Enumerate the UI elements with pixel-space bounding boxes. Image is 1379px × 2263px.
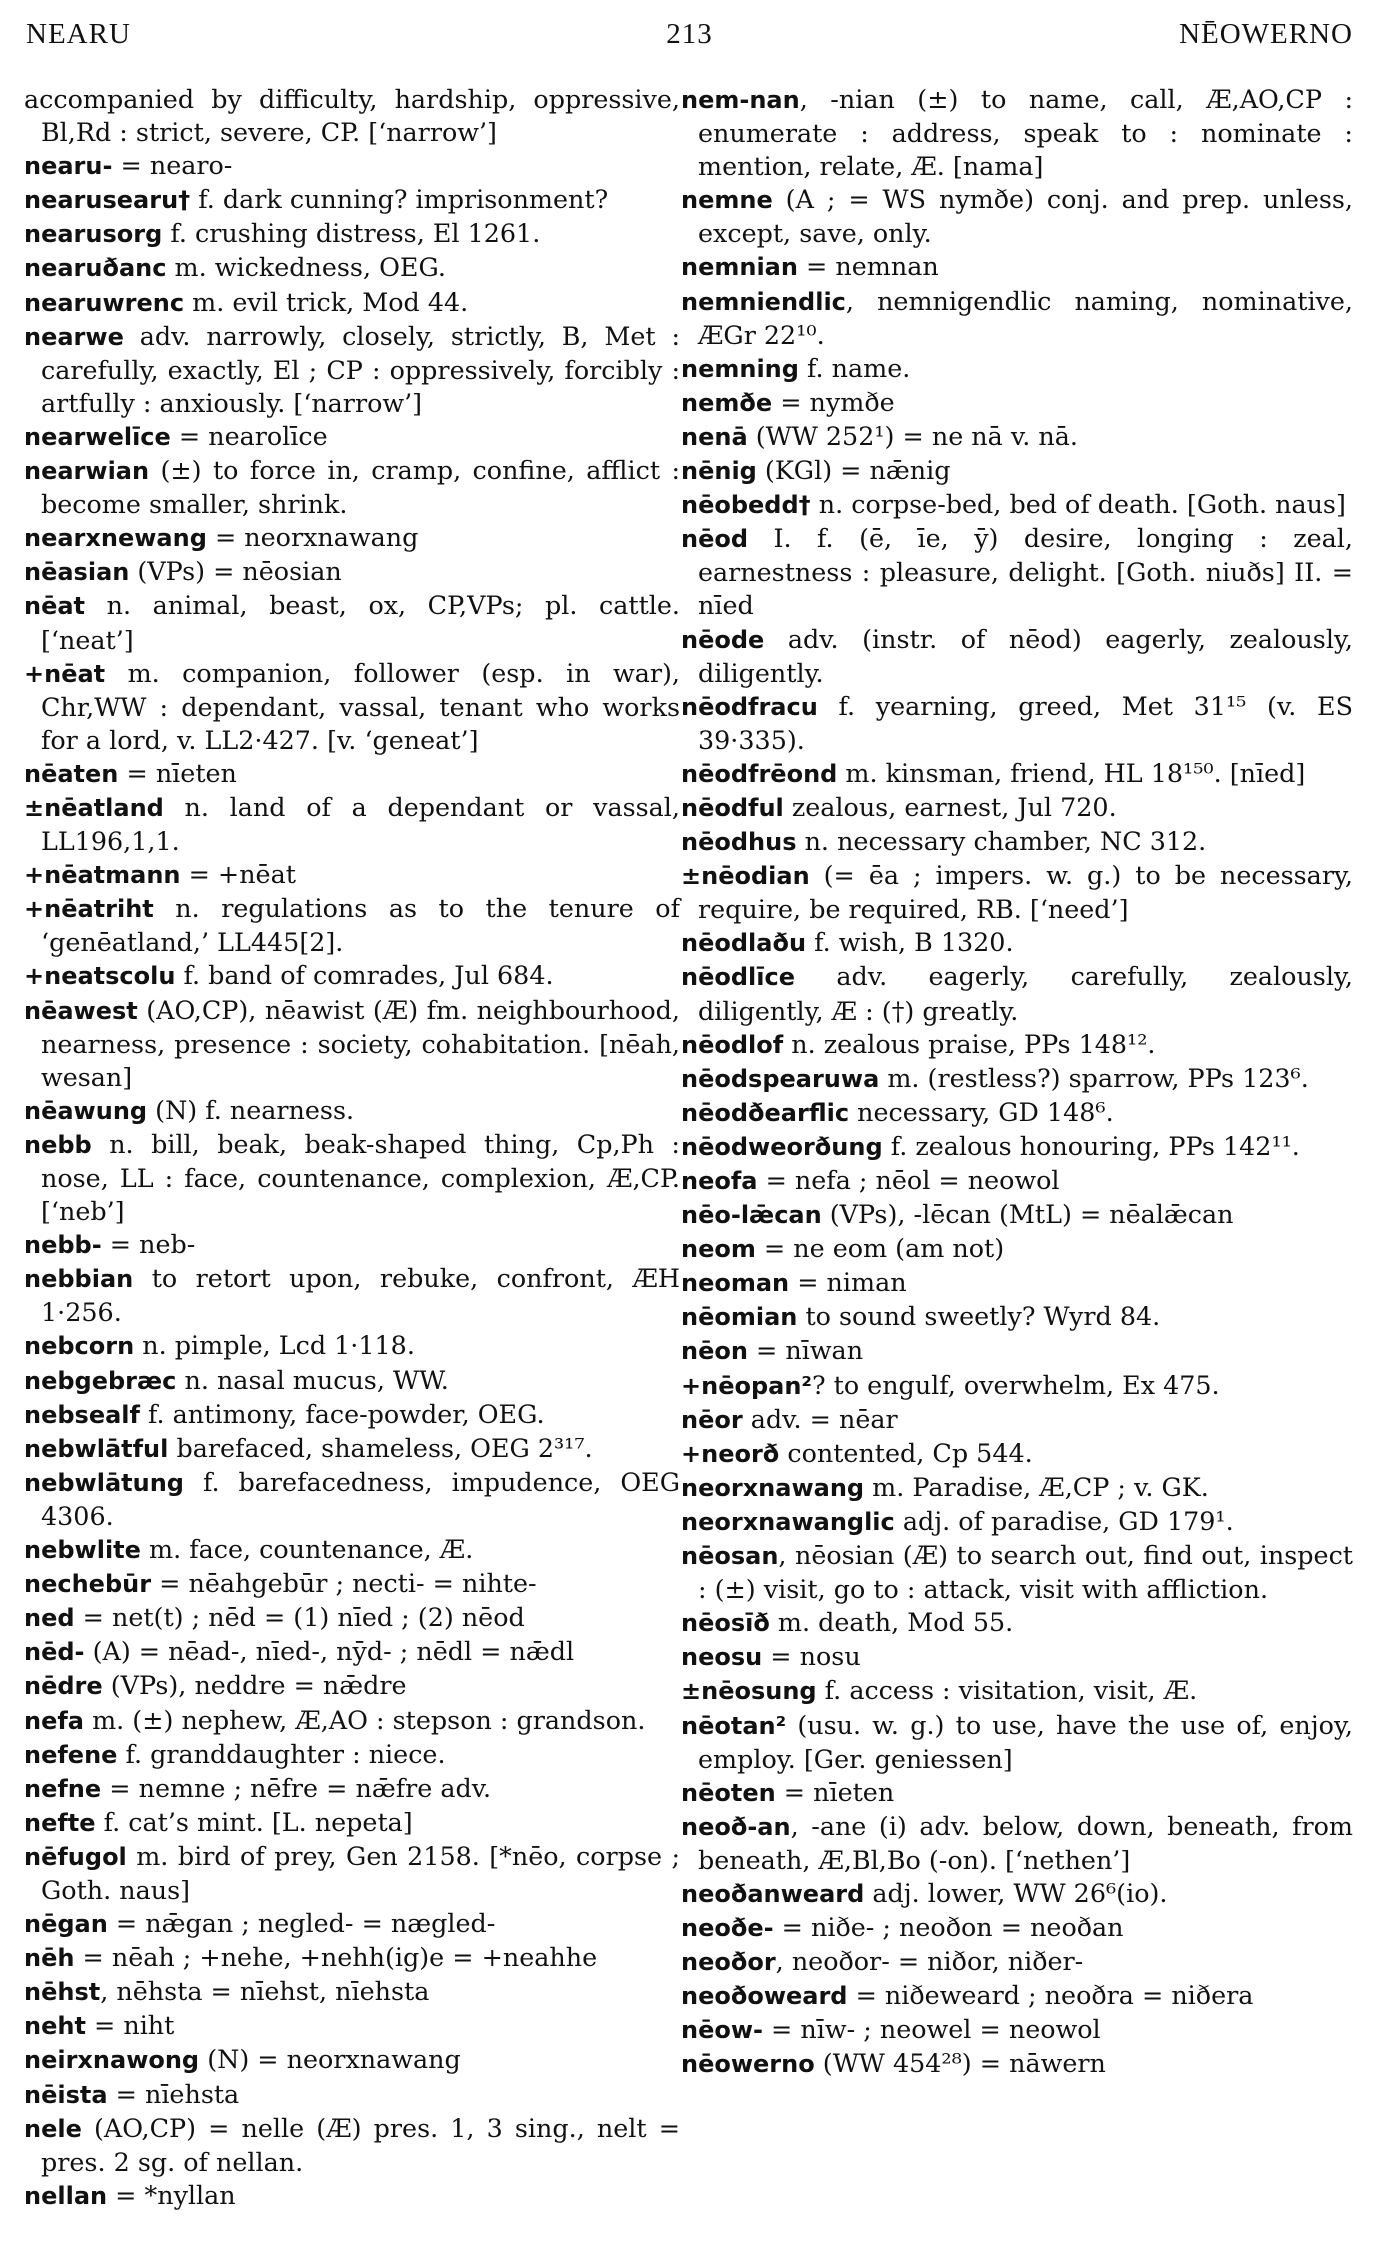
headword: nele <box>24 2114 82 2143</box>
dictionary-entry <box>24 1567 680 1601</box>
definition: adv. = nēar <box>742 1403 898 1434</box>
dictionary-entry <box>24 1772 680 1806</box>
dictionary-entry <box>24 521 680 555</box>
headword: nearuwrenc <box>24 288 185 317</box>
definition: , nemnigendlic naming, nominative, ÆGr 22¹⁰. <box>698 285 1353 350</box>
definition: (VPs), -lēcan (MtL) = nēalǣcan <box>821 1199 1234 1230</box>
dictionary-entry <box>681 250 1353 284</box>
definition: ? to engulf, overwhelm, Ex 475. <box>811 1369 1220 1400</box>
dictionary-entry <box>681 791 1353 825</box>
definition: f. cat’s mint. [L. nepeta] <box>95 1806 413 1837</box>
headword: nellan <box>24 2181 108 2210</box>
headword: neht <box>24 2012 86 2041</box>
headword: nearwian <box>24 457 150 486</box>
dictionary-entry <box>681 1810 1353 1877</box>
headword: nēhst <box>24 1978 101 2007</box>
headword: neoman <box>681 1269 790 1298</box>
definition: n. necessary chamber, NC 312. <box>796 826 1207 857</box>
headword: nēgan <box>24 1910 108 1939</box>
dictionary-entry <box>24 1975 680 2009</box>
dictionary-entry <box>24 858 680 892</box>
dictionary-entry <box>681 960 1353 1027</box>
headword: nebbian <box>24 1265 134 1294</box>
headword: nefene <box>24 1740 118 1769</box>
definition: = neb- <box>101 1229 196 1260</box>
headword: neoðe- <box>681 1914 774 1943</box>
headword: nēodhus <box>681 828 797 857</box>
dictionary-entry <box>24 757 680 791</box>
dictionary-entry <box>24 1262 680 1329</box>
definition: f. barefacedness, impudence, OEG 4306. <box>41 1466 680 1531</box>
dictionary-entry <box>24 1533 680 1567</box>
headword: neofa <box>681 1167 758 1195</box>
definition: = niman <box>789 1267 907 1298</box>
dictionary-entry <box>24 1466 680 1533</box>
headword: neom <box>681 1235 756 1264</box>
definition: = nefa ; nēol = neowol <box>757 1165 1060 1195</box>
headword: neoðoweard <box>681 1982 848 2011</box>
dictionary-entry <box>681 1877 1353 1911</box>
definition: = nīwan <box>747 1335 864 1366</box>
dictionary-entry <box>681 1266 1353 1300</box>
definition: (WW 252¹) = ne nā v. nā. <box>747 420 1078 451</box>
headword: neorxnawang <box>681 1473 865 1502</box>
definition: accompanied by difficulty, hardship, oppressive, Bl,Rd : strict, severe, CP. [‘narrow’] <box>24 84 680 148</box>
dictionary-entry <box>24 183 680 217</box>
dictionary-entry <box>24 1128 680 1228</box>
dictionary-entry <box>681 623 1353 690</box>
definition: (A) = nēad-, nīed-, nȳd- ; nēdl = nǣdl <box>84 1636 575 1667</box>
headword: nēoten <box>681 1778 776 1807</box>
definition: m. evil trick, Mod 44. <box>184 286 469 317</box>
definition: m. (restless?) sparrow, PPs 123⁶. <box>879 1062 1309 1093</box>
definition: f. yearning, greed, Met 31¹⁵ (v. ES 39·335). <box>698 690 1353 755</box>
definition: n. nasal mucus, WW. <box>176 1364 449 1395</box>
definition: (usu. w. g.) to use, have the use of, enjoy, employ. [Ger. geniessen] <box>698 1709 1353 1774</box>
dictionary-entry <box>681 1776 1353 1810</box>
dictionary-entry <box>24 1364 680 1398</box>
definition: = niðe- ; neoðon = neoðan <box>773 1912 1124 1943</box>
dictionary-entry <box>24 1704 680 1738</box>
dictionary-entry <box>24 1806 680 1840</box>
dictionary-entry <box>24 1228 680 1262</box>
dictionary-entry <box>681 1198 1353 1232</box>
headword: nem-nan <box>681 86 800 114</box>
running-head-left: NEARU <box>26 18 131 50</box>
headword: nēotan² <box>681 1711 787 1740</box>
definition: I. f. (ē, īe, ȳ) desire, longing : zeal, earnestness : pleasure, delight. [Goth. niuðs] II. = nīed <box>698 523 1353 621</box>
headword: nēh <box>24 1944 75 1973</box>
headword: +nēatmann <box>24 861 181 890</box>
definition: = nymðe <box>772 386 895 417</box>
dictionary-entry <box>24 1398 680 1432</box>
headword: neosu <box>681 1643 763 1672</box>
headword: nearu- <box>24 152 113 181</box>
dictionary-entry <box>24 454 680 521</box>
headword: +nēat <box>24 659 106 688</box>
definition: = net(t) ; nēd = (1) nīed ; (2) nēod <box>74 1602 525 1633</box>
dictionary-entry <box>681 859 1353 926</box>
definition: adj. lower, WW 26⁶(io). <box>864 1877 1168 1908</box>
running-head-right: NĒOWERNO <box>1179 18 1353 50</box>
definition: n. corpse-bed, bed of death. [Goth. naus] <box>810 489 1346 520</box>
definition: m. death, Mod 55. <box>769 1607 1014 1638</box>
headword: neoðanweard <box>681 1879 865 1908</box>
headword: nefne <box>24 1774 102 1803</box>
dictionary-entry <box>24 1601 680 1635</box>
definition: zealous, earnest, Jul 720. <box>783 791 1117 822</box>
definition: = neorxnawang <box>206 522 419 553</box>
headword: nēodlaðu <box>681 929 807 958</box>
headword: nemning <box>681 354 799 383</box>
headword: ±nēatland <box>24 793 164 822</box>
definition: f. wish, B 1320. <box>806 927 1014 958</box>
dictionary-entry <box>24 1907 680 1941</box>
definition: = +nēat <box>180 859 296 890</box>
headword: nearwe <box>24 322 124 351</box>
right-column <box>681 83 1353 2082</box>
definition: n. zealous praise, PPs 148¹². <box>783 1028 1156 1059</box>
headword: +neorð <box>681 1439 780 1468</box>
definition: f. access : visitation, visit, Æ. <box>816 1675 1198 1706</box>
definition: (±) to force in, cramp, confine, afflict : become smaller, shrink. <box>41 455 680 520</box>
headword: nēat <box>24 592 86 621</box>
dictionary-entry <box>681 1979 1353 2013</box>
definition: = nemne ; nēfre = nǣfre adv. <box>101 1772 492 1803</box>
definition: n. regulations as to the tenure of ‘genēatland,’ LL445[2]. <box>41 893 680 958</box>
headword: neoðor <box>681 1948 776 1977</box>
dictionary-entry <box>24 555 680 589</box>
definition: f. granddaughter : niece. <box>117 1738 446 1769</box>
definition: = nearo- <box>112 150 233 181</box>
definition: , neoðor- = niðor, niðer- <box>775 1946 1084 1977</box>
headword: nēawest <box>24 996 138 1025</box>
headword: nēosīð <box>681 1609 770 1638</box>
headword: nemnian <box>681 253 798 282</box>
dictionary-entry <box>681 522 1353 622</box>
definition: f. band of comrades, Jul 684. <box>175 960 554 991</box>
dictionary-entry <box>681 1300 1353 1334</box>
definition: = niðeweard ; neoðra = niðera <box>847 1980 1254 2011</box>
headword: nēodlīce <box>681 963 795 992</box>
headword: nēow- <box>681 2016 763 2045</box>
dictionary-entry <box>681 926 1353 960</box>
definition: = nosu <box>762 1641 861 1672</box>
dictionary-entry <box>24 1635 680 1669</box>
dictionary-entry <box>24 657 680 757</box>
dictionary-entry <box>24 420 680 454</box>
definition: contented, Cp 544. <box>779 1437 1033 1468</box>
dictionary-entry <box>24 320 680 420</box>
dictionary-entry <box>24 994 680 1094</box>
dictionary-entry <box>681 1674 1353 1708</box>
dictionary-entry <box>681 454 1353 488</box>
definition: = nēah ; +nehe, +nehh(ig)e = +neahhe <box>74 1942 598 1973</box>
headword: ±nēodian <box>681 862 810 891</box>
left-column <box>24 83 680 2213</box>
dictionary-entry <box>24 1329 680 1363</box>
dictionary-entry <box>681 1606 1353 1640</box>
definition: f. crushing distress, El 1261. <box>162 218 541 249</box>
headword: nearwelīce <box>24 422 171 451</box>
definition: m. Paradise, Æ,CP ; v. GK. <box>864 1471 1209 1502</box>
page-header <box>26 18 1353 58</box>
headword: nēomian <box>681 1303 798 1332</box>
dictionary-entry <box>681 1334 1353 1368</box>
headword: nemne <box>681 186 773 215</box>
headword: nēon <box>681 1337 748 1366</box>
dictionary-entry <box>681 1945 1353 1979</box>
headword: nēor <box>681 1405 743 1434</box>
definition: (VPs) = nēosian <box>129 556 342 587</box>
dictionary-entry <box>681 1505 1353 1539</box>
definition: n. pimple, Lcd 1·118. <box>134 1330 415 1361</box>
headword: nēobedd† <box>681 491 811 520</box>
definition: , nēhsta = nīehst, nīehsta <box>100 1976 430 2007</box>
dictionary-entry <box>681 1062 1353 1096</box>
dictionary-entry <box>24 1094 680 1128</box>
definition: (N) f. nearness. <box>147 1094 355 1125</box>
dictionary-entry <box>681 352 1353 386</box>
headword: neoð-an <box>681 1812 791 1841</box>
definition: = nīeten <box>118 757 237 788</box>
dictionary-entry <box>681 1369 1353 1403</box>
definition: n. bill, beak, beak-shaped thing, Cp,Ph : nose, LL : face, countenance, complexion, Æ,CP. [‘neb’] <box>41 1128 680 1227</box>
dictionary-entry <box>24 2112 680 2179</box>
headword: nēodlof <box>681 1030 784 1059</box>
dictionary-entry <box>24 2078 680 2112</box>
definition: (KGl) = nǣnig <box>756 455 951 486</box>
dictionary-entry <box>24 959 680 993</box>
dictionary-entry <box>24 1738 680 1772</box>
headword: nemðe <box>681 388 773 417</box>
headword: nebcorn <box>24 1332 135 1361</box>
dictionary-entry <box>24 2009 680 2043</box>
headword: nearusearu† <box>24 186 191 215</box>
headword: nebsealf <box>24 1400 140 1429</box>
definition: m. (±) nephew, Æ,AO : stepson : grandson. <box>84 1704 646 1735</box>
dictionary-entry <box>681 83 1353 183</box>
dictionary-entry <box>681 1028 1353 1062</box>
definition: , nēosian (Æ) to search out, find out, inspect : (±) visit, go to : attack, visit with affliction. <box>698 1540 1353 1605</box>
definition: , -nian (±) to name, call, Æ,AO,CP : enumerate : address, speak to : nominate : mention, relate, Æ. [nama] <box>698 84 1353 182</box>
headword: nēod <box>681 525 749 554</box>
definition: m. companion, follower (esp. in war), Chr,WW : dependant, vassal, tenant who works for a lord, v. LL2·427. [v. ‘geneat’] <box>41 657 680 755</box>
definition: = nemnan <box>797 251 939 282</box>
definition: to sound sweetly? Wyrd 84. <box>797 1301 1161 1332</box>
definition: = niht <box>85 2010 175 2041</box>
headword: nebgebræc <box>24 1366 177 1395</box>
definition: n. land of a dependant or vassal, LL196,1,1. <box>41 791 680 857</box>
headword: nēawung <box>24 1096 148 1125</box>
dictionary-entry <box>681 183 1353 250</box>
headword: nebb <box>24 1130 92 1159</box>
headword: neirxnawong <box>24 2046 200 2075</box>
dictionary-entry <box>24 217 680 251</box>
headword: nēodspearuwa <box>681 1064 880 1093</box>
headword: nēaten <box>24 759 119 788</box>
headword: nēodðearflic <box>681 1098 850 1127</box>
dictionary-entry <box>24 286 680 320</box>
definition: (AO,CP), nēawist (Æ) fm. neighbourhood, nearness, presence : society, cohabitation. [nēah, wesan] <box>41 994 680 1092</box>
dictionary-entry <box>681 285 1353 352</box>
headword: ned <box>24 1604 75 1633</box>
dictionary-entry <box>681 1539 1353 1606</box>
headword: nemniendlic <box>681 287 846 316</box>
headword: nēasian <box>24 558 130 587</box>
definition: (= ēa ; impers. w. g.) to be necessary, require, be required, RB. [‘need’] <box>698 860 1353 925</box>
headword: nefa <box>24 1706 84 1735</box>
dictionary-entry <box>681 1437 1353 1471</box>
dictionary-entry <box>24 251 680 285</box>
definition: m. face, countenance, Æ. <box>140 1534 474 1565</box>
headword: +nēatriht <box>24 895 154 924</box>
definition: (VPs), neddre = nǣdre <box>102 1670 407 1701</box>
headword: nēfugol <box>24 1842 127 1871</box>
definition: barefaced, shameless, OEG 2³¹⁷. <box>168 1432 593 1463</box>
dictionary-entry <box>681 1471 1353 1505</box>
definition: f. antimony, face-powder, OEG. <box>139 1398 545 1429</box>
headword: nēowerno <box>681 2050 815 2079</box>
definition: f. dark cunning? imprisonment? <box>190 184 609 215</box>
headword: +neatscolu <box>24 962 176 991</box>
definition: (AO,CP) = nelle (Æ) pres. 1, 3 sing., nelt = pres. 2 sg. of nellan. <box>41 2112 680 2177</box>
definition: = *nyllan <box>107 2179 236 2210</box>
headword: ±nēosung <box>681 1677 817 1706</box>
headword: nenā <box>681 422 748 451</box>
dictionary-entry <box>681 386 1353 420</box>
dictionary-entry <box>24 892 680 959</box>
definition: = ne eom (am not) <box>755 1233 1005 1264</box>
headword: nēodfracu <box>681 692 818 721</box>
definition: m. kinsman, friend, HL 18¹⁵⁰. [nīed] <box>837 757 1306 788</box>
definition: (WW 454²⁸) = nāwern <box>814 2048 1106 2079</box>
definition: f. zealous honouring, PPs 142¹¹. <box>882 1130 1300 1161</box>
definition: necessary, GD 148⁶. <box>849 1096 1114 1127</box>
dictionary-entry <box>24 2179 680 2213</box>
dictionary-entry <box>24 83 680 149</box>
definition: , -ane (i) adv. below, down, beneath, from beneath, Æ,Bl,Bo (-on). [‘nethen’] <box>698 1810 1353 1875</box>
headword: nēo-lǣcan <box>681 1201 822 1230</box>
headword: nēodweorðung <box>681 1132 883 1161</box>
headword: nebb- <box>24 1231 102 1260</box>
definition: = nīw- ; neowel = neowol <box>762 2014 1101 2045</box>
dictionary-entry <box>24 791 680 858</box>
dictionary-entry <box>681 825 1353 859</box>
page-number: 213 <box>666 18 713 50</box>
headword: nebwlātung <box>24 1468 184 1497</box>
headword: nēista <box>24 2080 108 2109</box>
dictionary-entry <box>681 1709 1353 1776</box>
dictionary-entry <box>24 149 680 183</box>
dictionary-entry <box>681 1096 1353 1130</box>
dictionary-entry <box>681 1640 1353 1674</box>
definition: (A ; = WS nymðe) conj. and prep. unless, except, save, only. <box>698 184 1353 249</box>
headword: nēosan <box>681 1542 779 1571</box>
headword: nearusorg <box>24 220 163 249</box>
definition: adj. of paradise, GD 179¹. <box>894 1505 1234 1536</box>
headword: nechebūr <box>24 1570 152 1599</box>
headword: nēodfrēond <box>681 759 838 788</box>
dictionary-entry <box>24 1941 680 1975</box>
definition: = nearolīce <box>170 420 328 451</box>
definition: f. name. <box>798 352 911 383</box>
definition: adv. (instr. of nēod) eagerly, zealously, diligently. <box>698 623 1353 688</box>
dictionary-entry <box>681 420 1353 454</box>
definition: to retort upon, rebuke, confront, ÆH 1·256. <box>41 1263 680 1328</box>
dictionary-entry <box>24 2043 680 2077</box>
headword: nearxnewang <box>24 524 207 553</box>
definition: = nǣgan ; negled- = nægled- <box>107 1908 496 1939</box>
definition: adv. eagerly, carefully, zealously, diligently, Æ : (†) greatly. <box>698 961 1353 1026</box>
headword: nēnig <box>681 457 757 486</box>
headword: nefte <box>24 1808 96 1837</box>
dictionary-entry <box>681 690 1353 757</box>
dictionary-entry <box>681 757 1353 791</box>
dictionary-entry <box>681 1130 1353 1164</box>
dictionary-entry <box>24 589 680 656</box>
dictionary-entry <box>681 1164 1353 1198</box>
dictionary-entry <box>681 488 1353 522</box>
definition: = nīehsta <box>107 2078 240 2109</box>
dictionary-entry <box>681 1403 1353 1437</box>
headword: neorxnawanglic <box>681 1507 895 1536</box>
headword: nebwlātful <box>24 1434 169 1463</box>
headword: nebwlite <box>24 1536 141 1565</box>
dictionary-entry <box>681 1232 1353 1266</box>
headword: nēodful <box>681 793 784 822</box>
headword: nēd- <box>24 1638 85 1667</box>
headword: nearuðanc <box>24 254 167 283</box>
definition: = nēahgebūr ; necti- = nihte- <box>151 1568 537 1599</box>
definition: m. wickedness, OEG. <box>166 252 446 283</box>
headword: +nēopan² <box>681 1371 812 1400</box>
headword: nēdre <box>24 1672 103 1701</box>
dictionary-entry <box>24 1432 680 1466</box>
dictionary-entry <box>681 1911 1353 1945</box>
headword: nēode <box>681 625 765 654</box>
definition: (N) = neorxnawang <box>199 2044 461 2075</box>
definition: adv. narrowly, closely, strictly, B, Met : carefully, exactly, El ; CP : oppressively, forcibly : artfully : anxiously. [‘narrow’] <box>41 320 680 418</box>
definition: = nīeten <box>775 1776 895 1807</box>
definition: n. animal, beast, ox, CP,VPs; pl. cattle. [‘neat’] <box>41 590 680 655</box>
dictionary-entry <box>681 2047 1353 2081</box>
definition: m. bird of prey, Gen 2158. [*nēo, corpse ; Goth. naus] <box>41 1840 680 1905</box>
dictionary-entry <box>24 1840 680 1907</box>
dictionary-entry <box>24 1669 680 1703</box>
dictionary-entry <box>681 2013 1353 2047</box>
